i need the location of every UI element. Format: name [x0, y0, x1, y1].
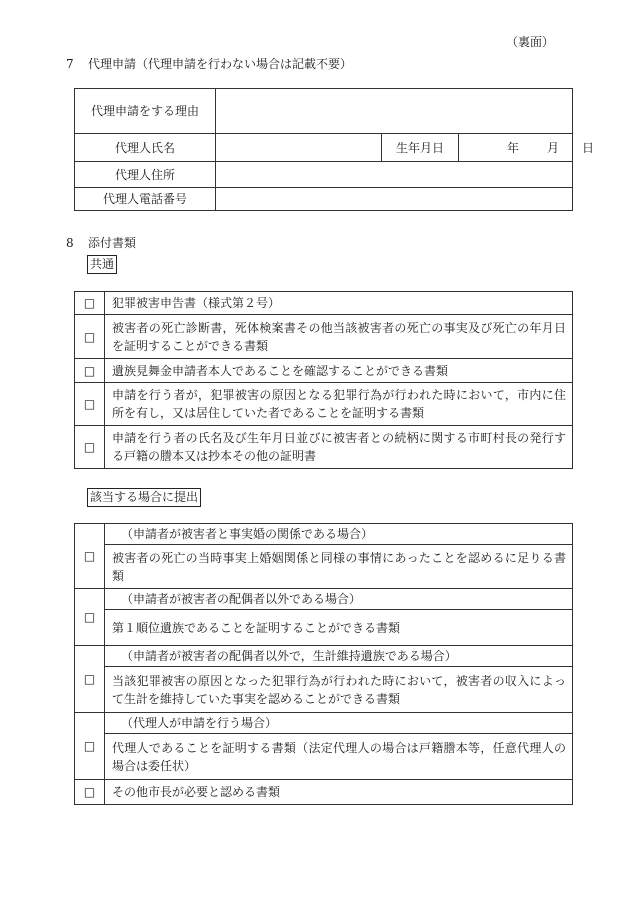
proxy-name-field[interactable] [216, 134, 382, 162]
proxy-reason-row [75, 89, 573, 134]
condition-row [75, 524, 573, 545]
proxy-address-field[interactable] [216, 162, 573, 188]
other-item-row [75, 780, 573, 805]
proxy-name-row [75, 134, 573, 162]
back-side-label: （裏面） [505, 35, 554, 49]
condition-row [75, 589, 573, 610]
proxy-reason-field[interactable] [216, 89, 573, 134]
birth-year-unit: 年 [507, 140, 520, 155]
conditional-item-text: 代理人であることを証明する書類（法定代理人の場合は戸籍謄本等，任意代理人の場合は委任状） [105, 734, 573, 780]
proxy-name-label: 代理人氏名 [75, 134, 216, 162]
section-8-number: 8 [66, 236, 74, 250]
condition-row [75, 713, 573, 734]
section-7-heading [66, 55, 352, 72]
section-7-title: 代理申請（代理申請を行わない場合は記載不要） [88, 57, 353, 71]
common-item-text: 遺族見舞金申請者本人であることを確認することができる書類 [105, 359, 573, 383]
checkbox[interactable]: □ [75, 359, 105, 383]
common-documents-label: 共通 [87, 255, 117, 274]
conditional-documents-label: 該当する場合に提出 [87, 488, 201, 507]
checkbox[interactable]: □ [75, 713, 105, 780]
other-item-text: その他市長が必要と認める書類 [105, 780, 573, 805]
proxy-address-row [75, 162, 573, 188]
checkbox[interactable]: □ [75, 780, 105, 805]
conditional-item-row [75, 667, 573, 713]
common-documents-table [74, 291, 573, 469]
birth-month-unit: 月 [547, 140, 560, 155]
section-8-heading [66, 234, 136, 251]
checkbox[interactable]: □ [75, 383, 105, 426]
conditional-item-text: 第１順位遺族であることを証明することができる書類 [105, 610, 573, 646]
common-item-text: 申請を行う者が，犯罪被害の原因となる犯罪行為が行われた時において，市内に住所を有し，又は居住していた者であることを証明する書類 [105, 383, 573, 426]
condition-text: （申請者が被害者の配偶者以外で，生計維持遺族である場合） [105, 646, 573, 667]
proxy-phone-field[interactable] [216, 188, 573, 211]
conditional-item-row [75, 610, 573, 646]
common-item-row [75, 315, 573, 359]
birth-date-field[interactable] [459, 134, 595, 162]
common-item-text: 申請を行う者の氏名及び生年月日並びに被害者との続柄に関する市町村長の発行する戸籍の謄本又は抄本その他の証明書 [105, 426, 573, 469]
condition-text: （申請者が被害者と事実婚の関係である場合） [105, 524, 573, 545]
proxy-application-table [74, 88, 595, 211]
conditional-item-row [75, 734, 573, 780]
proxy-address-label: 代理人住所 [75, 162, 216, 188]
checkbox[interactable]: □ [75, 315, 105, 359]
condition-row [75, 646, 573, 667]
common-item-row [75, 426, 573, 469]
conditional-item-text: 当該犯罪被害の原因となった犯罪行為が行われた時において，被害者の収入によって生計を維持していた事実を認めることができる書類 [105, 667, 573, 713]
birth-day-unit: 日 [582, 140, 595, 155]
common-item-row [75, 359, 573, 383]
common-item-row [75, 383, 573, 426]
proxy-reason-label: 代理申請をする理由 [75, 89, 216, 134]
proxy-phone-label: 代理人電話番号 [75, 188, 216, 211]
condition-text: （代理人が申請を行う場合） [105, 713, 573, 734]
checkbox[interactable]: □ [75, 292, 105, 315]
checkbox[interactable]: □ [75, 646, 105, 713]
checkbox[interactable]: □ [75, 589, 105, 646]
section-7-number: 7 [66, 57, 74, 71]
conditional-documents-table [74, 523, 573, 805]
conditional-item-text: 被害者の死亡の当時事実上婚姻関係と同様の事情にあったことを認めるに足りる書類 [105, 545, 573, 589]
birth-date-label: 生年月日 [382, 134, 459, 162]
checkbox[interactable]: □ [75, 426, 105, 469]
common-item-text: 被害者の死亡診断書，死体検案書その他当該被害者の死亡の事実及び死亡の年月日を証明することができる書類 [105, 315, 573, 359]
section-8-title: 添付書類 [88, 236, 137, 250]
common-item-row [75, 292, 573, 315]
checkbox[interactable]: □ [75, 524, 105, 589]
conditional-item-row [75, 545, 573, 589]
common-item-text: 犯罪被害申告書（様式第２号） [105, 292, 573, 315]
proxy-phone-row [75, 188, 573, 211]
condition-text: （申請者が被害者の配偶者以外である場合） [105, 589, 573, 610]
